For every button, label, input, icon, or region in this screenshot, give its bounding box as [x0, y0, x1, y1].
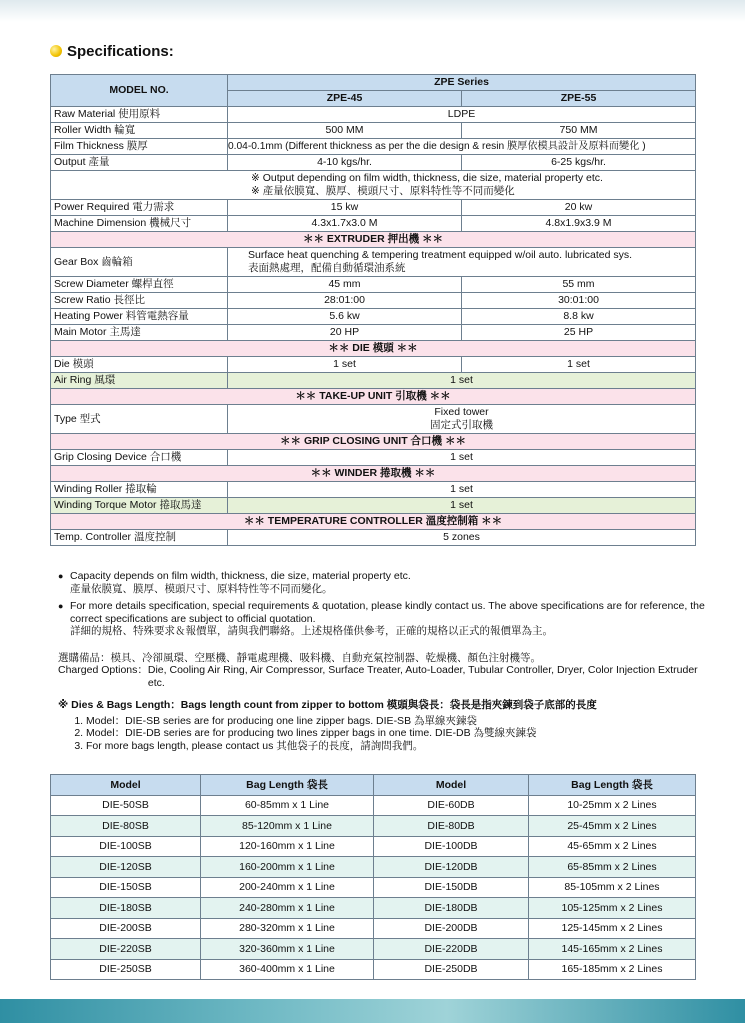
- specifications-table: [50, 74, 696, 546]
- bags-cell: DIE-120DB: [374, 857, 529, 878]
- bags-cell: 360-400mm x 1 Line: [201, 959, 374, 980]
- gearbox-label: Gear Box 齒輪箱: [51, 248, 228, 277]
- bags-cell: DIE-50SB: [51, 795, 201, 816]
- roller-width-label: Roller Width 輪寬: [51, 123, 228, 139]
- bags-cell: 25-45mm x 2 Lines: [529, 816, 696, 837]
- bags-cell: DIE-100DB: [374, 836, 529, 857]
- bags-cell: DIE-120SB: [51, 857, 201, 878]
- bags-cell: 125-145mm x 2 Lines: [529, 918, 696, 939]
- power-label: Power Required 電力需求: [51, 200, 228, 216]
- screw-diameter-label: Screw Diameter 螺桿直徑: [51, 277, 228, 293]
- die-b: 1 set: [462, 357, 696, 373]
- bags-cell: DIE-180SB: [51, 898, 201, 919]
- note-capacity-en: ● Capacity depends on film width, thickness, die size, material property etc.: [70, 570, 411, 582]
- bags-cell: 240-280mm x 1 Line: [201, 898, 374, 919]
- heating-power-a: 5.6 kw: [228, 309, 462, 325]
- raw-material-label: Raw Material 使用原料: [51, 107, 228, 123]
- die-label: Die 模頭: [51, 357, 228, 373]
- bags-header-length-db: Bag Length 袋長: [529, 775, 696, 796]
- top-decorative-band: [0, 0, 745, 22]
- note-capacity-zh: 產量依膜寬、膜厚、模頭尺寸、原料特性等不同而變化。: [70, 582, 333, 595]
- extruder-section-header: ＊＊ EXTRUDER 押出機 ＊＊: [51, 232, 696, 248]
- screw-ratio-a: 28:01:00: [228, 293, 462, 309]
- note-capacity: [58, 570, 708, 595]
- type-value-en: Fixed tower: [434, 406, 489, 418]
- screw-diameter-a: 45 mm: [228, 277, 462, 293]
- dimension-b: 4.8x1.9x3.9 M: [462, 216, 696, 232]
- bags-table: [50, 774, 696, 980]
- output-note-en: ※ Output depending on film width, thickness, die size, material property etc.: [251, 172, 603, 184]
- output-note: [51, 171, 696, 200]
- dies-list-item: 1. Model：DIE-SB series are for producing one line zipper bags. DIE-SB 為單線夾鍊袋: [86, 715, 708, 728]
- temp-label: Temp. Controller 溫度控制: [51, 530, 228, 546]
- bags-cell: 10-25mm x 2 Lines: [529, 795, 696, 816]
- table-row: [51, 959, 696, 980]
- bags-cell: 45-65mm x 2 Lines: [529, 836, 696, 857]
- bags-cell: 65-85mm x 2 Lines: [529, 857, 696, 878]
- takeup-section-header: ＊＊ TAKE-UP UNIT 引取機 ＊＊: [51, 389, 696, 405]
- bags-cell: DIE-150DB: [374, 877, 529, 898]
- bags-cell: DIE-150SB: [51, 877, 201, 898]
- bags-cell: DIE-250DB: [374, 959, 529, 980]
- screw-ratio-b: 30:01:00: [462, 293, 696, 309]
- air-ring-value: 1 set: [228, 373, 696, 389]
- table-row: [51, 795, 696, 816]
- model-no-header: MODEL NO.: [51, 75, 228, 107]
- bags-cell: DIE-220SB: [51, 939, 201, 960]
- bags-cell: 200-240mm x 1 Line: [201, 877, 374, 898]
- bags-cell: DIE-200SB: [51, 918, 201, 939]
- bags-cell: 85-105mm x 2 Lines: [529, 877, 696, 898]
- note-contact-zh: 詳細的規格、特殊要求＆報價單，請與我們聯絡。上述規格僅供參考，正確的規格以正式的報價單為主。: [70, 625, 553, 637]
- bags-cell: 165-185mm x 2 Lines: [529, 959, 696, 980]
- bags-cell: 320-360mm x 1 Line: [201, 939, 374, 960]
- type-value-zh: 固定式引取機: [430, 419, 493, 431]
- film-thickness-label: Film Thickness 膜厚: [51, 139, 228, 155]
- table-row: [51, 877, 696, 898]
- bags-header-model-db: Model: [374, 775, 529, 796]
- bags-cell: DIE-220DB: [374, 939, 529, 960]
- note-contact-en: ● For more details specification, special requirements & quotation, please kindly contact us. The above specifications are for reference, the correct specifications are subject to official quotation.: [70, 600, 705, 625]
- roller-width-a: 500 MM: [228, 123, 462, 139]
- options-en-label: Charged Options：: [58, 664, 148, 676]
- dies-list-item: 3. For more bags length, please contact us 其他袋子的長度，請詢問我們。: [86, 740, 708, 753]
- grip-label: Grip Closing Device 合口機: [51, 450, 228, 466]
- raw-material-value: LDPE: [228, 107, 696, 123]
- heating-power-b: 8.8 kw: [462, 309, 696, 325]
- dimension-label: Machine Dimension 機械尺寸: [51, 216, 228, 232]
- dimension-a: 4.3x1.7x3.0 M: [228, 216, 462, 232]
- note-contact: [58, 600, 708, 638]
- options-en-value: Die, Cooling Air Ring, Air Compressor, Surface Treater, Auto-Loader, Tubular Controller, Dryer, Color Injection Extruder etc.: [147, 664, 698, 689]
- bags-cell: DIE-60DB: [374, 795, 529, 816]
- heating-power-label: Heating Power 料管電熱容量: [51, 309, 228, 325]
- dies-block: [58, 699, 708, 752]
- output-a: 4-10 kgs/hr.: [228, 155, 462, 171]
- die-section-header: ＊＊ DIE 模頭 ＊＊: [51, 341, 696, 357]
- table-row: [51, 939, 696, 960]
- dies-list-item: 2. Model：DIE-DB series are for producing two lines zipper bags in one time. DIE-DB 為雙線夾鍊袋: [86, 727, 708, 740]
- temperature-section-header: ＊＊ TEMPERATURE CONTROLLER 溫度控制箱 ＊＊: [51, 514, 696, 530]
- bags-cell: 160-200mm x 1 Line: [201, 857, 374, 878]
- roller-width-b: 750 MM: [462, 123, 696, 139]
- power-b: 20 kw: [462, 200, 696, 216]
- output-label: Output 產量: [51, 155, 228, 171]
- grip-section-header: ＊＊ GRIP CLOSING UNIT 合口機 ＊＊: [51, 434, 696, 450]
- model-b-header: ZPE-55: [462, 91, 696, 107]
- table-row: [51, 918, 696, 939]
- bags-cell: DIE-80DB: [374, 816, 529, 837]
- table-row: [51, 898, 696, 919]
- options-block: [58, 652, 708, 690]
- output-note-zh: ※ 產量依膜寬、膜厚、模頭尺寸、原料特性等不同而變化: [251, 185, 515, 197]
- gearbox-value-zh: 表面熱處理，配備自動循環油系統: [248, 262, 406, 274]
- film-thickness-value: 0.04-0.1mm (Different thickness as per the die design & resin 膜厚依模具設計及原料而變化 ): [228, 139, 696, 155]
- bags-cell: DIE-80SB: [51, 816, 201, 837]
- heading-text: Specifications:: [67, 42, 174, 60]
- bags-cell: 145-165mm x 2 Lines: [529, 939, 696, 960]
- air-ring-label: Air Ring 風環: [51, 373, 228, 389]
- bags-cell: 105-125mm x 2 Lines: [529, 898, 696, 919]
- main-motor-b: 25 HP: [462, 325, 696, 341]
- bags-header-length-sb: Bag Length 袋長: [201, 775, 374, 796]
- bags-cell: 120-160mm x 1 Line: [201, 836, 374, 857]
- bags-cell: DIE-200DB: [374, 918, 529, 939]
- type-value: [228, 405, 696, 434]
- bags-cell: 85-120mm x 1 Line: [201, 816, 374, 837]
- table-row: [51, 836, 696, 857]
- notes-section: [58, 570, 708, 752]
- options-zh: 選購備品：模具、冷卻風環、空壓機、靜電處理機、吸料機、自動充氣控制器、乾燥機、顏色注射機等。: [58, 651, 541, 664]
- bags-cell: DIE-250SB: [51, 959, 201, 980]
- winding-motor-label: Winding Torque Motor 捲取馬達: [51, 498, 228, 514]
- bags-cell: 280-320mm x 1 Line: [201, 918, 374, 939]
- gearbox-value: [228, 248, 696, 277]
- yellow-bullet-icon: [50, 45, 62, 57]
- winding-roller-value: 1 set: [228, 482, 696, 498]
- table-row: [51, 816, 696, 837]
- type-label: Type 型式: [51, 405, 228, 434]
- bags-header-model-sb: Model: [51, 775, 201, 796]
- main-motor-label: Main Motor 主馬達: [51, 325, 228, 341]
- dies-title: ※ Dies & Bags Length：Bags length count from zipper to bottom 模頭與袋長：袋長是指夾鍊到袋子底部的長度: [58, 699, 597, 711]
- power-a: 15 kw: [228, 200, 462, 216]
- main-motor-a: 20 HP: [228, 325, 462, 341]
- model-a-header: ZPE-45: [228, 91, 462, 107]
- winder-section-header: ＊＊ WINDER 捲取機 ＊＊: [51, 466, 696, 482]
- output-b: 6-25 kgs/hr.: [462, 155, 696, 171]
- bottom-decorative-band: [0, 999, 745, 1023]
- winding-roller-label: Winding Roller 捲取輪: [51, 482, 228, 498]
- table-row: [51, 857, 696, 878]
- section-heading: [50, 40, 174, 62]
- gearbox-value-en: Surface heat quenching & tempering treatment equipped w/oil auto. lubricated sys.: [248, 249, 633, 261]
- bags-cell: DIE-100SB: [51, 836, 201, 857]
- bags-cell: DIE-180DB: [374, 898, 529, 919]
- screw-diameter-b: 55 mm: [462, 277, 696, 293]
- screw-ratio-label: Screw Ratio 長徑比: [51, 293, 228, 309]
- dies-list: [58, 715, 708, 753]
- series-header: ZPE Series: [228, 75, 696, 91]
- die-a: 1 set: [228, 357, 462, 373]
- temp-value: 5 zones: [228, 530, 696, 546]
- bags-cell: 60-85mm x 1 Line: [201, 795, 374, 816]
- grip-value: 1 set: [228, 450, 696, 466]
- winding-motor-value: 1 set: [228, 498, 696, 514]
